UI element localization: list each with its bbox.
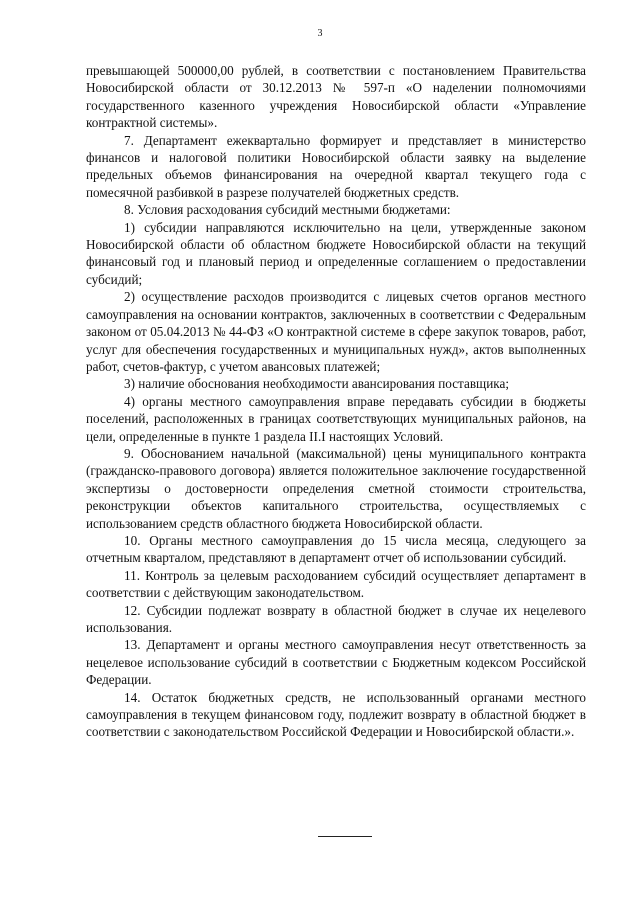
page-number: 3	[317, 28, 323, 39]
paragraph-continuation: превышающей 500000,00 рублей, в соответствии с постановлением Правительства Новосибирской области от 30.12.2013 № 597-п «О наделении полномочиями государственного казенного учреждения Новосибирской области «Управление контрактной системы».	[86, 63, 586, 131]
paragraph-subitem-4: 4) органы местного самоуправления вправе передавать субсидии в бюджеты поселений, расположенных в границах соответствующих муниципальных районов, на цели, определенные в пункте 1 раздела II.I настоящих Условий.	[86, 393, 586, 444]
paragraph-subitem-3: 3) наличие обоснования необходимости авансирования поставщика;	[124, 376, 509, 392]
document-body	[86, 62, 586, 741]
paragraph-item-9: 9. Обоснованием начальной (максимальной) цены муниципального контракта (гражданско-правового договора) является положительное заключение государственной экспертизы о достоверности определения сметной стоимости строительства, реконструкции объектов капитального строительства, осуществляемых с использованием средств областного бюджета Новосибирской области.	[86, 445, 586, 531]
paragraph-subitem-1: 1) субсидии направляются исключительно на цели, утвержденные законом Новосибирской области об областном бюджете Новосибирской области на текущий финансовый год и плановый период и определенные соглашением о предоставлении субсидий;	[86, 219, 586, 287]
paragraph-item-12: 12. Субсидии подлежат возврату в областной бюджет в случае их нецелевого использования.	[86, 602, 586, 635]
paragraph-item-10: 10. Органы местного самоуправления до 15 числа месяца, следующего за отчетным кварталом, представляют в департамент отчет об использовании субсидий.	[86, 532, 586, 566]
paragraph-item-13: 13. Департамент и органы местного самоуправления несут ответственность за нецелевое использование субсидий в соответствии с Бюджетным кодексом Российской Федерации.	[86, 637, 586, 688]
paragraph-item-14: 14. Остаток бюджетных средств, не использованный органами местного самоуправления в текущем финансовом году, подлежит возврату в областной бюджет в соответствии с законодательством Российской Федерации и Новосибирской области.».	[86, 689, 586, 740]
paragraph-item-8: 8. Условия расходования субсидий местными бюджетами:	[124, 202, 451, 218]
paragraph-item-7: 7. Департамент ежеквартально формирует и представляет в министерство финансов и налоговой политики Новосибирской области заявку на выделение предельных объемов финансирования на очередной квартал текущего года с помесячной разбивкой в разрезе получателей бюджетных средств.	[86, 132, 586, 200]
paragraph-item-11: 11. Контроль за целевым расходованием субсидий осуществляет департамент в соответствии с действующим законодательством.	[86, 567, 586, 601]
footer-divider	[318, 836, 372, 837]
paragraph-subitem-2: 2) осуществление расходов производится с лицевых счетов органов местного самоуправления на основании контрактов, заключенных в соответствии с Федеральным законом от 05.04.2013 № 44-ФЗ «О контрактной системе в сфере закупок товаров, работ, услуг для обеспечения государственных и муниципальных нужд», актов выполненных работ, счетов-фактур, с учетом авансовых платежей;	[86, 289, 586, 374]
